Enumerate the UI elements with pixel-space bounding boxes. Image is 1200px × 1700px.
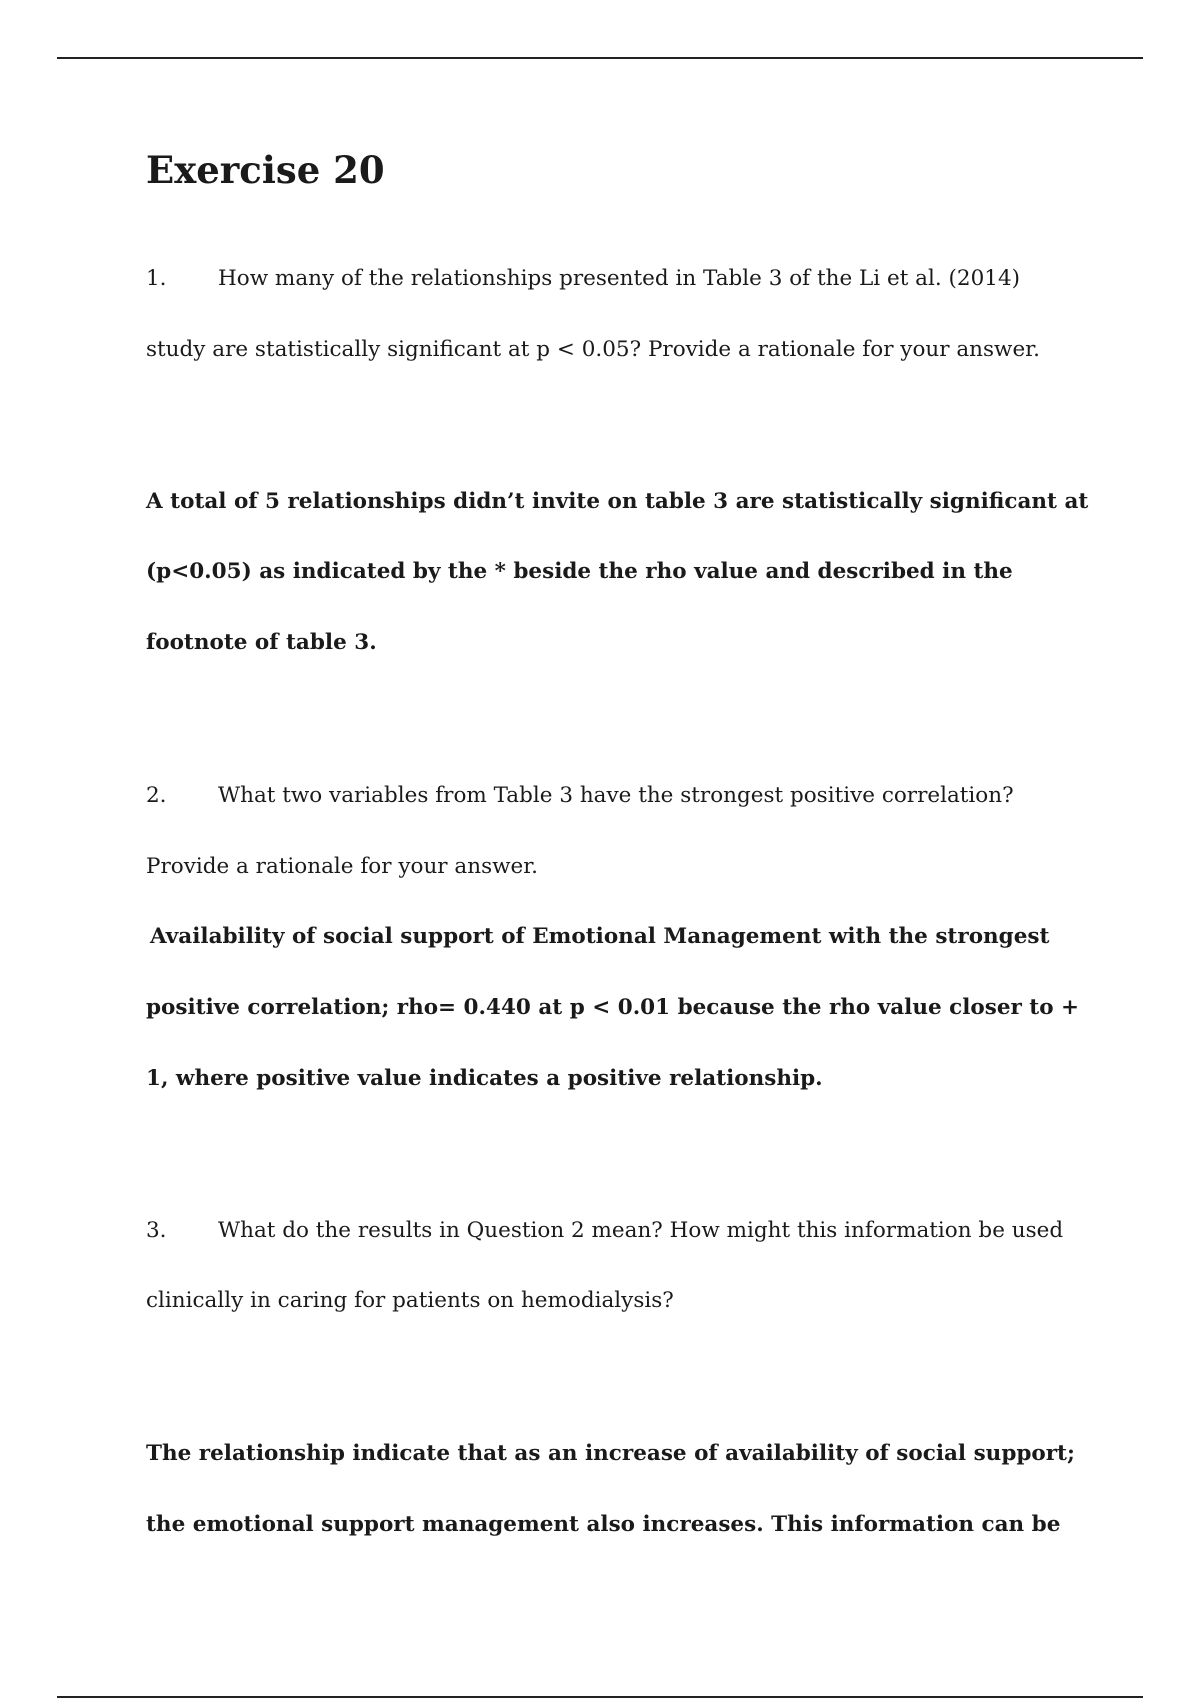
- answer-1-line-3: footnote of table 3.: [146, 630, 377, 655]
- question-2-line-2: Provide a rationale for your answer.: [146, 854, 538, 879]
- question-2-line-1: 2. What two variables from Table 3 have the strongest positive correlation?: [146, 781, 1014, 811]
- answer-2-line-3: 1, where positive value indicates a positive relationship.: [146, 1066, 823, 1091]
- question-2-number: 2.: [146, 783, 167, 808]
- answer-1-line-1: A total of 5 relationships didn’t invite on table 3 are statistically significant at: [146, 489, 1089, 514]
- answer-2-line-1: Availability of social support of Emotional Management with the strongest: [150, 924, 1050, 949]
- answer-3-line-1: The relationship indicate that as an increase of availability of social support;: [146, 1441, 1075, 1466]
- page-title: Exercise 20: [146, 148, 385, 192]
- question-3-line-2: clinically in caring for patients on hemodialysis?: [146, 1288, 674, 1313]
- question-3-number: 3.: [146, 1218, 167, 1243]
- header-rule: [57, 57, 1143, 59]
- answer-1-line-2: (p<0.05) as indicated by the * beside the rho value and described in the: [146, 559, 1013, 584]
- question-1-line-1: 1. How many of the relationships presented in Table 3 of the Li et al. (2014): [146, 264, 1020, 294]
- question-1-line-2: study are statistically significant at p < 0.05? Provide a rationale for your answer.: [146, 337, 1040, 362]
- question-3-line-1: 3. What do the results in Question 2 mean? How might this information be used: [146, 1216, 1063, 1246]
- footer-rule: [57, 1696, 1143, 1698]
- answer-3-line-2: the emotional support management also increases. This information can be: [146, 1512, 1061, 1537]
- answer-2-line-2: positive correlation; rho= 0.440 at p < 0.01 because the rho value closer to +: [146, 995, 1080, 1020]
- question-1-number: 1.: [146, 266, 167, 291]
